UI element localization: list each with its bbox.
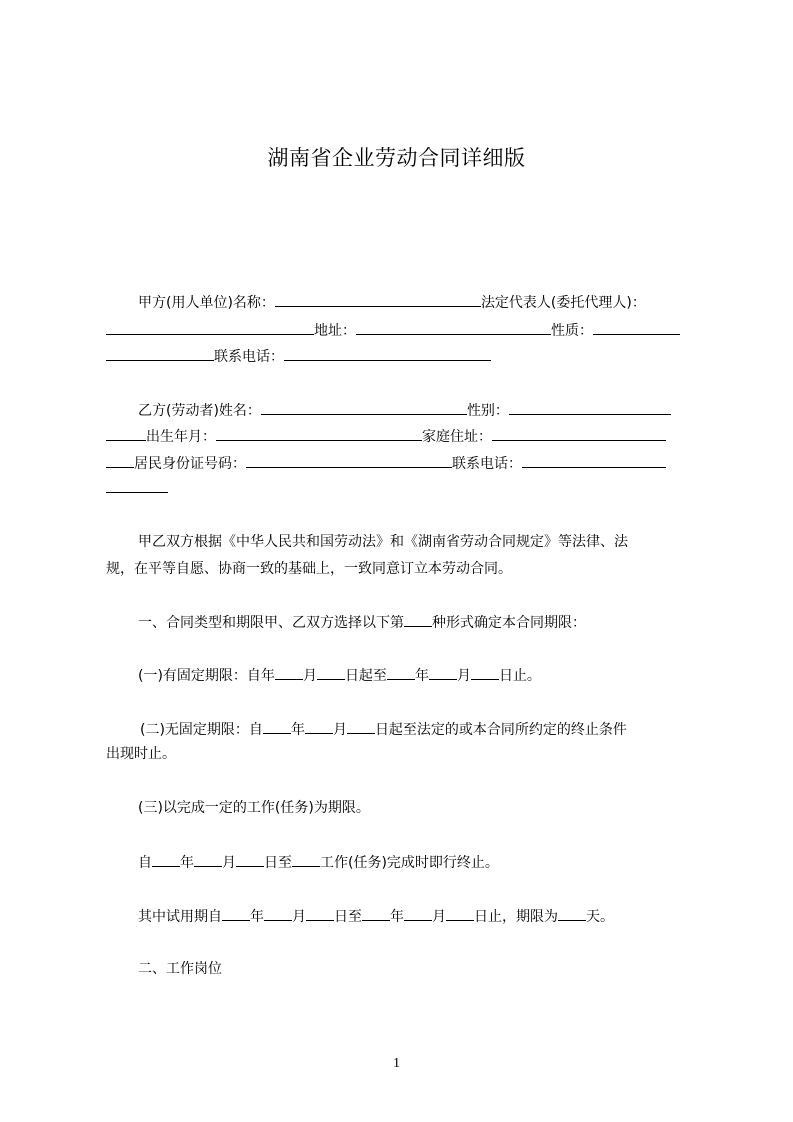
probation-blank-2[interactable] [264, 906, 292, 921]
section-1-heading [138, 612, 586, 632]
section-1-heading-start: 一、合同类型和期限甲、乙双方选择以下第 [138, 615, 404, 631]
fixed-term-from-text: 日起至 [344, 668, 387, 684]
probation-blank-4[interactable] [362, 906, 390, 921]
probation-month2-text: 月 [432, 909, 446, 925]
party-a-line-1 [138, 292, 646, 312]
probation-year2-text: 年 [390, 909, 404, 925]
probation-line [138, 906, 614, 926]
task-term-blank-2[interactable] [194, 852, 222, 867]
probation-until-text: 日止，期限为 [474, 909, 558, 925]
party-a-nature-blank[interactable] [593, 320, 680, 335]
open-term-month-text: 月 [332, 722, 347, 738]
task-term-month-text: 月 [222, 855, 236, 871]
party-a-phone-blank[interactable] [284, 346, 491, 361]
open-term-blank-1[interactable] [263, 719, 291, 734]
preamble-line-2: 规，在平等自愿、协商一致的基础上，一致同意订立本劳动合同。 [106, 561, 512, 577]
section-1-heading-end: 种形式确定本合同期限： [432, 615, 586, 631]
party-b-line-2 [106, 426, 666, 446]
party-a-line-3 [106, 346, 491, 366]
task-term-blank-4[interactable] [292, 852, 320, 867]
fixed-term-year-text: 年 [414, 668, 429, 684]
fixed-term-blank-3[interactable] [387, 665, 415, 680]
preamble-line-1: 甲乙双方根据《中华人民共和国劳动法》和《湖南省劳动合同规定》等法律、法 [138, 534, 628, 550]
fixed-term-blank-2[interactable] [317, 665, 345, 680]
fixed-term-month-text: 月 [302, 668, 317, 684]
task-term-day-to-text: 日至 [264, 855, 292, 871]
task-term-year-text: 年 [180, 855, 194, 871]
fixed-term-until-text: 日止。 [498, 668, 541, 684]
probation-month-text: 月 [292, 909, 306, 925]
party-b-phone-label: 联系电话： [452, 456, 522, 472]
party-b-id-blank[interactable] [246, 453, 452, 468]
document-title: 湖南省企业劳动合同详细版 [267, 146, 526, 170]
task-term-label: (三)以完成一定的工作(任务)为期限。 [138, 800, 370, 816]
party-a-nature-blank-cont[interactable] [106, 346, 214, 361]
fixed-term-label: (一)有固定期限：自年 [138, 668, 275, 684]
probation-blank-7[interactable] [558, 906, 586, 921]
section-2-heading: 二、工作岗位 [138, 961, 222, 977]
party-a-name-label: 甲方(用人单位)名称： [138, 295, 275, 311]
fixed-term-blank-5[interactable] [471, 665, 499, 680]
party-a-line-2 [106, 320, 680, 340]
party-a-nature-label: 性质： [551, 323, 593, 339]
probation-days-text: 天。 [586, 909, 614, 925]
probation-blank-6[interactable] [446, 906, 474, 921]
party-b-line-1 [138, 400, 671, 420]
contract-form-blank[interactable] [404, 612, 432, 627]
open-term-rest-text: 日起至法定的或本合同所约定的终止条件 [374, 722, 627, 738]
party-a-address-blank[interactable] [356, 320, 551, 335]
party-a-rep-label: 法定代表人(委托代理人)： [480, 295, 646, 311]
party-b-gender-blank[interactable] [509, 400, 671, 415]
party-b-gender-label: 性别： [466, 403, 509, 419]
party-b-home-blank-cont[interactable] [106, 453, 134, 468]
task-term-blank-1[interactable] [152, 852, 180, 867]
party-b-phone-blank[interactable] [522, 453, 666, 468]
task-term-blank-3[interactable] [236, 852, 264, 867]
task-term-from-text: 自 [138, 855, 152, 871]
task-term-line [138, 852, 499, 872]
party-a-rep-blank[interactable] [106, 320, 314, 335]
probation-label: 其中试用期自 [138, 909, 222, 925]
open-term-line-2: 出现时止。 [106, 746, 176, 762]
party-b-name-label: 乙方(劳动者)姓名： [138, 403, 261, 419]
party-b-gender-blank-cont[interactable] [106, 426, 146, 441]
party-b-line-3 [106, 453, 666, 473]
party-b-id-label: 居民身份证号码： [134, 456, 246, 472]
probation-year-text: 年 [250, 909, 264, 925]
party-b-birth-blank[interactable] [216, 426, 422, 441]
probation-day-to-text: 日至 [334, 909, 362, 925]
probation-blank-1[interactable] [222, 906, 250, 921]
open-term-year-text: 年 [290, 722, 305, 738]
probation-blank-3[interactable] [306, 906, 334, 921]
fixed-term-month2-text: 月 [456, 668, 471, 684]
fixed-term-blank-1[interactable] [275, 665, 303, 680]
party-b-name-blank[interactable] [261, 400, 467, 415]
open-term-label: (二)无固定期限：自 [140, 722, 263, 738]
open-term-line [140, 719, 627, 739]
party-b-birth-label: 出生年月： [146, 429, 216, 445]
party-a-phone-label: 联系电话： [214, 349, 284, 365]
party-b-home-blank[interactable] [492, 426, 666, 441]
fixed-term-blank-4[interactable] [429, 665, 457, 680]
fixed-term-line [138, 665, 541, 685]
party-b-home-label: 家庭住址： [422, 429, 492, 445]
open-term-blank-2[interactable] [305, 719, 333, 734]
party-a-address-label: 地址： [314, 323, 356, 339]
party-b-phone-blank-cont[interactable] [106, 478, 168, 493]
party-b-line-4 [106, 478, 168, 498]
probation-blank-5[interactable] [404, 906, 432, 921]
open-term-blank-3[interactable] [347, 719, 375, 734]
party-a-name-blank[interactable] [275, 292, 481, 307]
page-number: 1 [393, 1056, 400, 1071]
task-term-rest-text: 工作(任务)完成时即行终止。 [320, 855, 499, 871]
